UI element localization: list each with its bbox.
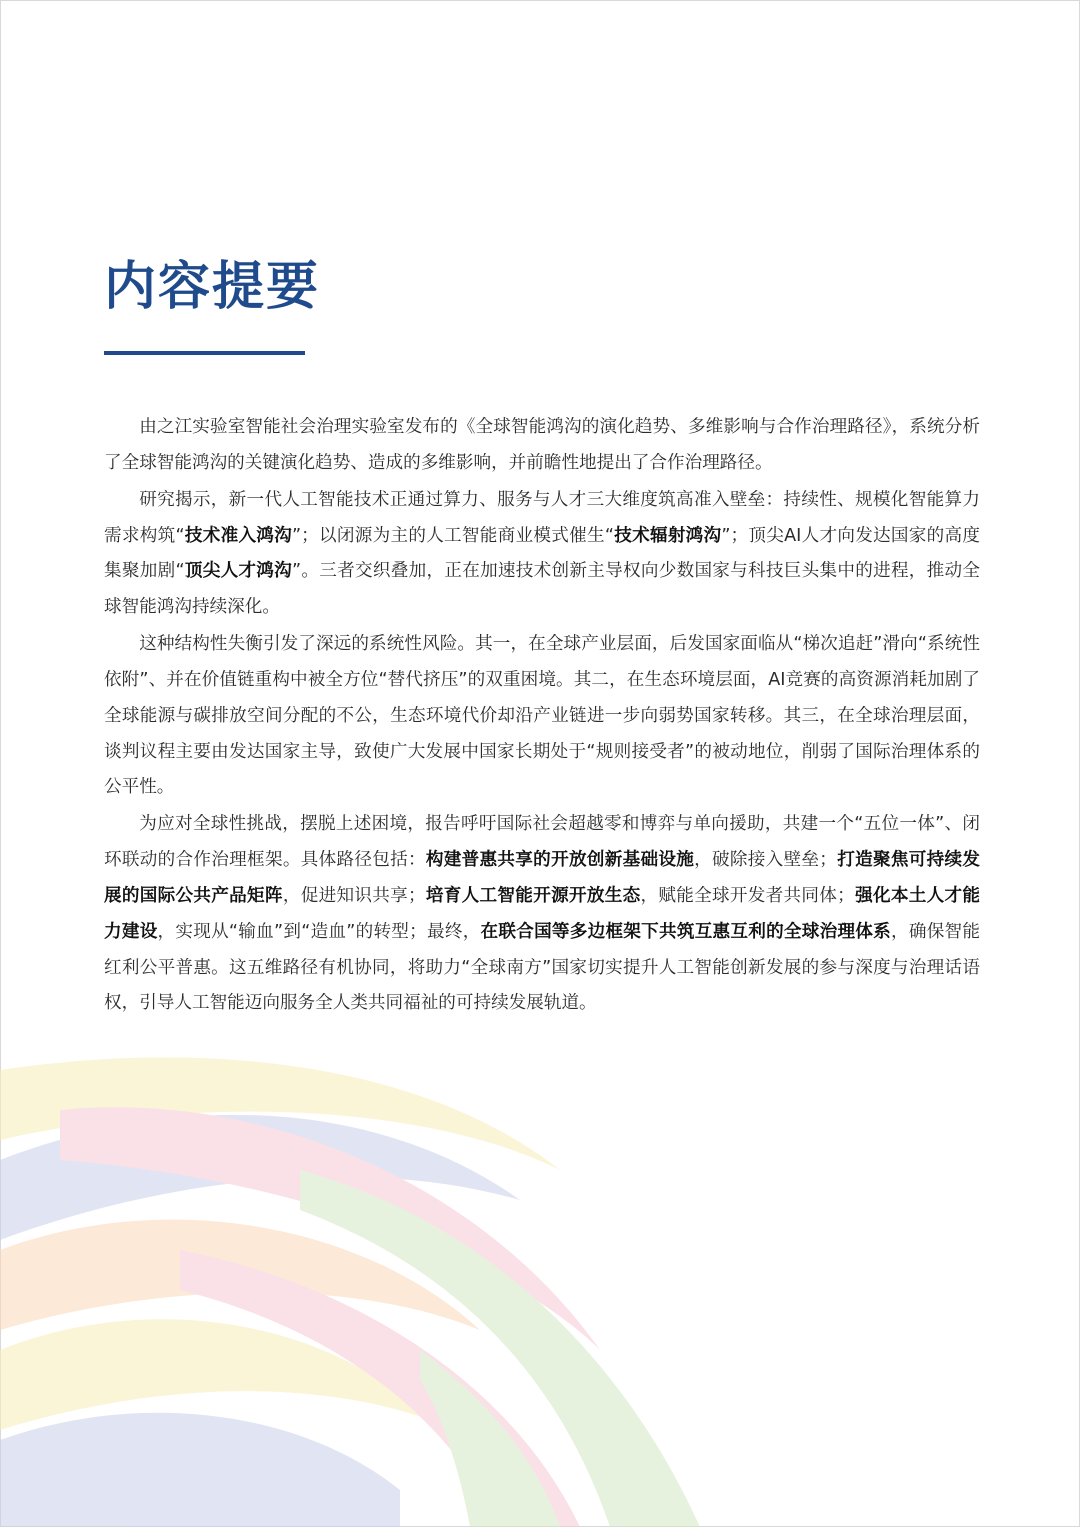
page-title: 内容提要: [104, 257, 321, 317]
title-underline: [104, 351, 305, 355]
summary-paragraph-1: [104, 410, 980, 482]
body-text: 由之江实验室智能社会治理实验室发布的《全球智能鸿沟的演化趋势、多维影响与合作治理路径》，系统分析了全球智能鸿沟的关键演化趋势、造成的多维影响，并前瞻性地提出了合作治理路径。: [104, 417, 980, 473]
summary-paragraph-4: [104, 807, 980, 1022]
body-text: ，实现从“输血”到“造血”的转型；最终，: [157, 921, 481, 942]
body-text: ，赋能全球开发者共同体；: [640, 885, 855, 906]
body-text: 这种结构性失衡引发了深远的系统性风险。其一，在全球产业层面，后发国家面临从“梯次追赶”滑向“系统性依附”、并在价值链重构中被全方位“替代挤压”的双重困境。其二，在生态环境层面，AI竞赛的高资源消耗加剧了全球能源与碳排放空间分配的不公，生态环境代价却沿产业链进一步向弱势国家转移。其三，在全球治理层面，谈判议程主要由发达国家主导，致使广大发展中国家长期处于“规则接受者”的被动地位，削弱了国际治理体系的公平性。: [104, 634, 980, 798]
body-text: ”。三者交织叠加，正在加速技术创新主导权向少数国家与科技巨头集中的进程，推动全球智能鸿沟持续深化。: [104, 561, 980, 618]
emphasis-text: 技术辐射鸿沟: [613, 525, 722, 546]
body-text: 研究揭示，新一代人工智能技术正通过算力、服务与人才三大维度筑高准入壁垒：持续性、规模化智能算力需求构筑“: [104, 489, 980, 546]
body-text: ”；顶尖AI人才向发达国家的高度集聚加剧“: [104, 525, 980, 582]
body-text: ，促进知识共享；: [282, 885, 426, 906]
emphasis-text: 打造聚焦可持续发展的国际公共产品矩阵: [104, 850, 980, 906]
emphasis-text: 培育人工智能开源开放生态: [425, 885, 641, 906]
emphasis-text: 顶尖人才鸿沟: [184, 561, 293, 582]
body-text: 为应对全球性挑战，摆脱上述困境，报告呼吁国际社会超越零和博弈与单向援助，共建一个“五位一体”、闭环联动的合作治理框架。具体路径包括：: [104, 814, 980, 871]
body-text: ，破除接入壁垒；: [694, 850, 837, 871]
body-text: ”；以闭源为主的人工智能商业模式催生“: [292, 525, 614, 546]
decorative-arc-graphic: [0, 1050, 720, 1527]
emphasis-text: 在联合国等多边框架下共筑互惠互利的全球治理体系: [480, 921, 891, 942]
emphasis-text: 强化本土人才能力建设: [104, 885, 980, 942]
emphasis-text: 技术准入鸿沟: [184, 525, 293, 546]
body-text: ，确保智能红利公平普惠。这五维路径有机协同，将助力“全球南方”国家切实提升人工智能创新发展的参与深度与治理话语权，引导人工智能迈向服务全人类共同福祉的可持续发展轨道。: [104, 921, 980, 1014]
summary-paragraph-2: [104, 483, 980, 626]
emphasis-text: 构建普惠共享的开放创新基础设施: [425, 850, 695, 871]
summary-paragraph-3: [104, 627, 980, 806]
summary-body: [104, 410, 980, 1023]
decor-arc-blue-2: [0, 1413, 400, 1527]
